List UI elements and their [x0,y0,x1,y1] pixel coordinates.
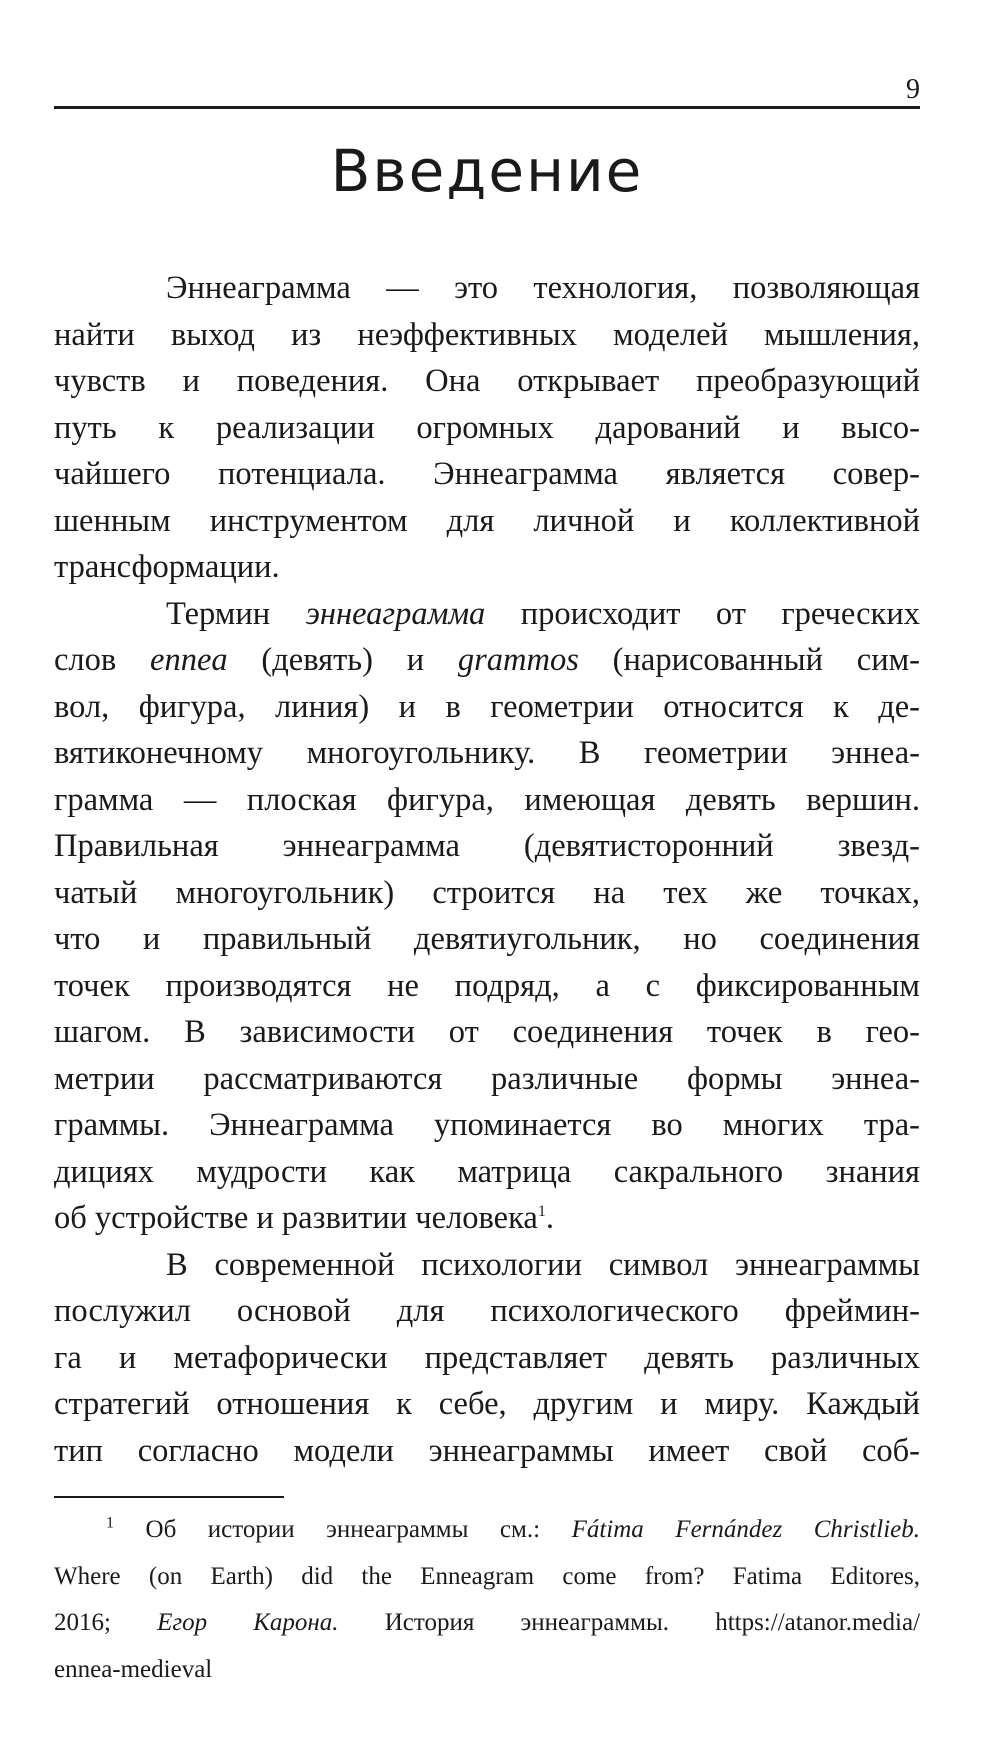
text-run: метрии рассматриваются различные формы эннеа- [54,1060,920,1097]
text-run: трансформации. [54,549,280,585]
italic-term: Егор Карона. [157,1609,339,1636]
text-run: Правильная эннеаграмма (девятисторонний звезд- [54,828,920,864]
body-text [54,265,920,1474]
text-line [54,1195,920,1242]
text-line [54,1288,920,1335]
text-run: слов [54,642,151,678]
text-line [54,1335,920,1382]
chapter-title: Введение [330,137,644,205]
footnote-rule [54,1496,284,1498]
text-run: чайшего потенциала. Эннеаграмма является совер- [54,456,920,492]
footnote-marker: 1 [106,1514,114,1532]
text-run: дициях мудрости как матрица сакрального знания [54,1153,920,1190]
paragraph [54,265,920,591]
text-run: грамма — плоская фигура, имеющая девять вершин. [54,781,920,818]
text-run: Термин [166,595,306,632]
footnotes [54,1510,920,1696]
text-run: чувств и поведения. Она открывает преобразующий [54,363,920,399]
text-line [54,312,920,359]
text-line [54,358,920,405]
italic-term: ennea [150,642,228,678]
text-run: шенным инструментом для личной и коллективной [54,502,920,539]
text-line [54,1009,920,1056]
text-line [54,870,920,917]
text-line [54,1557,920,1604]
text-line [54,498,920,545]
text-run: послужил основой для психологического фреймин- [54,1293,920,1329]
text-run: История эннеаграммы. https://atanor.media/ [338,1609,921,1636]
text-line [54,1102,920,1149]
text-run: В современной психологии символ эннеаграммы [166,1246,920,1283]
footnote [54,1510,920,1696]
text-run: . [545,1200,554,1236]
text-run: найти выход из неэффективных моделей мышления, [54,316,920,353]
text-line [54,963,920,1010]
text-run: Эннеаграмма — это технология, позволяющая [166,270,920,306]
text-run: что и правильный девятиугольник, но соединения [54,921,920,957]
text-run: стратегий отношения к себе, другим и миру. Каждый [54,1386,920,1422]
text-line [54,1510,920,1557]
text-run: вол, фигура, линия) и в геометрии относится к де- [54,688,920,725]
text-line [54,777,920,824]
italic-term: grammos [457,642,579,678]
text-line [54,1603,920,1650]
text-run: (нарисованный сим- [578,642,920,678]
text-line [54,1056,920,1103]
text-run: Об истории эннеаграммы см.: [114,1516,572,1543]
text-line [54,1381,920,1428]
italic-term: эннеаграмма [305,595,486,632]
text-run: 2016; [54,1609,158,1636]
text-run: тип согласно модели эннеаграммы имеет свой соб- [54,1432,920,1469]
text-line [54,730,920,777]
text-run: ennea-medieval [54,1655,213,1683]
text-run: точек производятся не подряд, а с фиксированным [54,967,920,1004]
text-line [54,916,920,963]
paragraph [54,1242,920,1475]
text-line [54,451,920,498]
text-line [54,1650,920,1697]
text-run: га и метафорически представляет девять различных [54,1339,920,1376]
text-run: чатый многоугольник) строится на тех же точках, [54,874,920,911]
text-line [54,1242,920,1289]
text-line [54,637,920,684]
text-run: путь к реализации огромных дарований и высо- [54,409,920,446]
text-line [54,684,920,731]
italic-term: Fátima Fernández Christlieb. [571,1516,920,1543]
text-run: об устройстве и развитии человека [54,1200,538,1236]
text-line [54,405,920,452]
page-number: 9 [906,74,920,105]
text-run: (девять) и [227,642,458,678]
text-run: вятиконечному многоугольнику. В геометрии эннеа- [54,735,920,771]
text-line [54,591,920,638]
text-run: шагом. В зависимости от соединения точек в гео- [54,1014,920,1050]
header-rule [54,106,920,109]
paragraph [54,591,920,1242]
text-line [54,823,920,870]
text-run: Where (on Earth) did the Enneagram come from? Fatima Editores, [54,1562,920,1590]
text-run: происходит от греческих [485,595,920,632]
text-line [54,1428,920,1475]
text-line [54,1149,920,1196]
footnote-marker: 1 [537,1203,546,1221]
text-line [54,544,920,591]
text-line [54,265,920,312]
text-run: граммы. Эннеаграмма упоминается во многих тра- [54,1107,920,1143]
